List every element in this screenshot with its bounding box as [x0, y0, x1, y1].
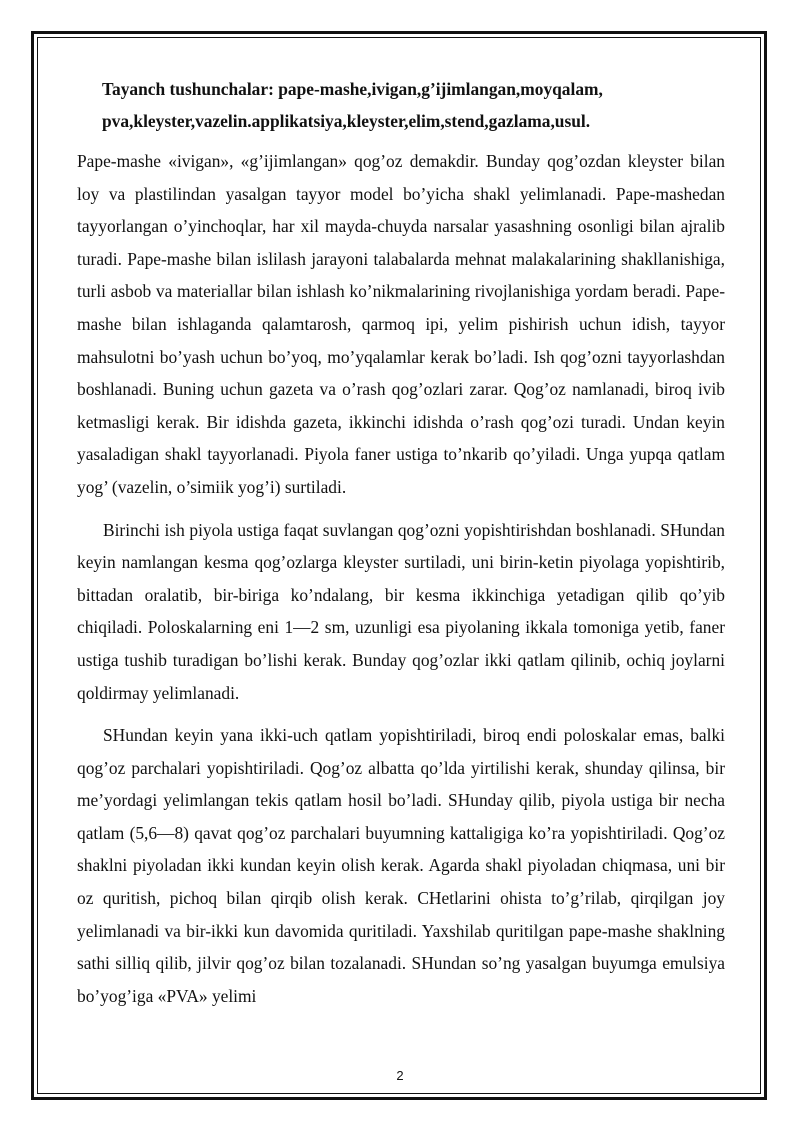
page-number: 2 [396, 1068, 404, 1083]
paragraph-2: Birinchi ish piyola ustiga faqat suvlangan qog’ozni yopishtirishdan boshlanadi. SHundan keyin namlangan kesma qog’ozlarga kleyster surtiladi, uni birin-ketin piyolaga yopishtirib, bittadan oralatib, bir-biriga ko’ndalang, bir kesma ikkinchiga yetadigan qilib qo’yib chiqiladi. Poloskalarning eni 1—2 sm, uzunligi esa piyolaning ikkala tomoniga yetib, faner ustiga tushib turadigan bo’lishi kerak. Bunday qog’ozlar ikki qatlam qilinib, ochiq joylarni qoldirmay yelimlanadi. [77, 519, 725, 703]
paragraph-1: Pape-mashe «ivigan», «g’ijimlangan» qog’oz demakdir. Bunday qog’ozdan kleyster bilan loy va plastilindan yasalgan tayyor model bo’yicha shakl yelimlanadi. Pape-mashedan tayyorlangan o’yinchoqlar, har xil mayda-chuyda narsalar yasashning osonligi bilan ajralib turadi. Pape-mashe bilan islilash jarayoni talabalarda mehnat malakalarining shakllanishiga, turli asbob va materiallar bilan ishlash ko’nikmalarining rivojlanishiga yordam beradi. Pape-mashe bilan ishlaganda qalamtarosh, qarmoq ipi, yelim pishirish uchun idish, tayyor mahsulotni bo’yash uchun bo’yoq, mo’yqalamlar kerak bo’ladi. Ish qog’ozni tayyorlashdan boshlanadi. Buning uchun gazeta va o’rash qog’ozlari zarar. Qog’oz namlanadi, biroq ivib ketmasligi kerak. Bir idishda gazeta, ikkinchi idishda o’rash qog’ozi turadi. Undan keyin yasaladigan shakl tayyorlanadi. Piyola faner ustiga to’nkarib qo’yiladi. Unga yupqa qatlam yog’ (vazelin, o’simiik yog’i) surtiladi. [77, 151, 725, 497]
keywords-heading: Tayanch tushunchalar: pape-mashe,ivigan,g’ijimlangan,moyqalam, pva,kleyster,vazelin.applikatsiya,kleyster,elim,stend,gazlama,usul. [102, 79, 603, 131]
paragraph-3: SHundan keyin yana ikki-uch qatlam yopishtiriladi, biroq endi poloskalar emas, balki qog’oz parchalari yopishtiriladi. Qog’oz albatta qo’lda yirtilishi kerak, shunday qilinsa, bir me’yordagi yelimlangan tekis qatlam hosil bo’ladi. SHunday qilib, piyola ustiga bir necha qatlam (5,6—8) qavat qog’oz parchalari buyumning kattaligiga ko’ra yopishtiriladi. Qog’oz shaklni piyoladan ikki kundan keyin olish kerak. Agarda shakl piyoladan chiqmasa, uni bir oz quritish, pichoq bilan qirqib olish kerak. CHetlarini ohista to’g’rilab, qirqilgan joy yelimlanadi va bir-ikki kun davomida quritiladi. Yaxshilab quritilgan pape-mashe shaklning sathi silliq qilib, jilvir qog’oz bilan tozalanadi. SHundan so’ng yasalgan buyumga emulsiya bo’yog’iga «PVA» yelimi [77, 725, 725, 1006]
document-body [77, 73, 725, 1022]
